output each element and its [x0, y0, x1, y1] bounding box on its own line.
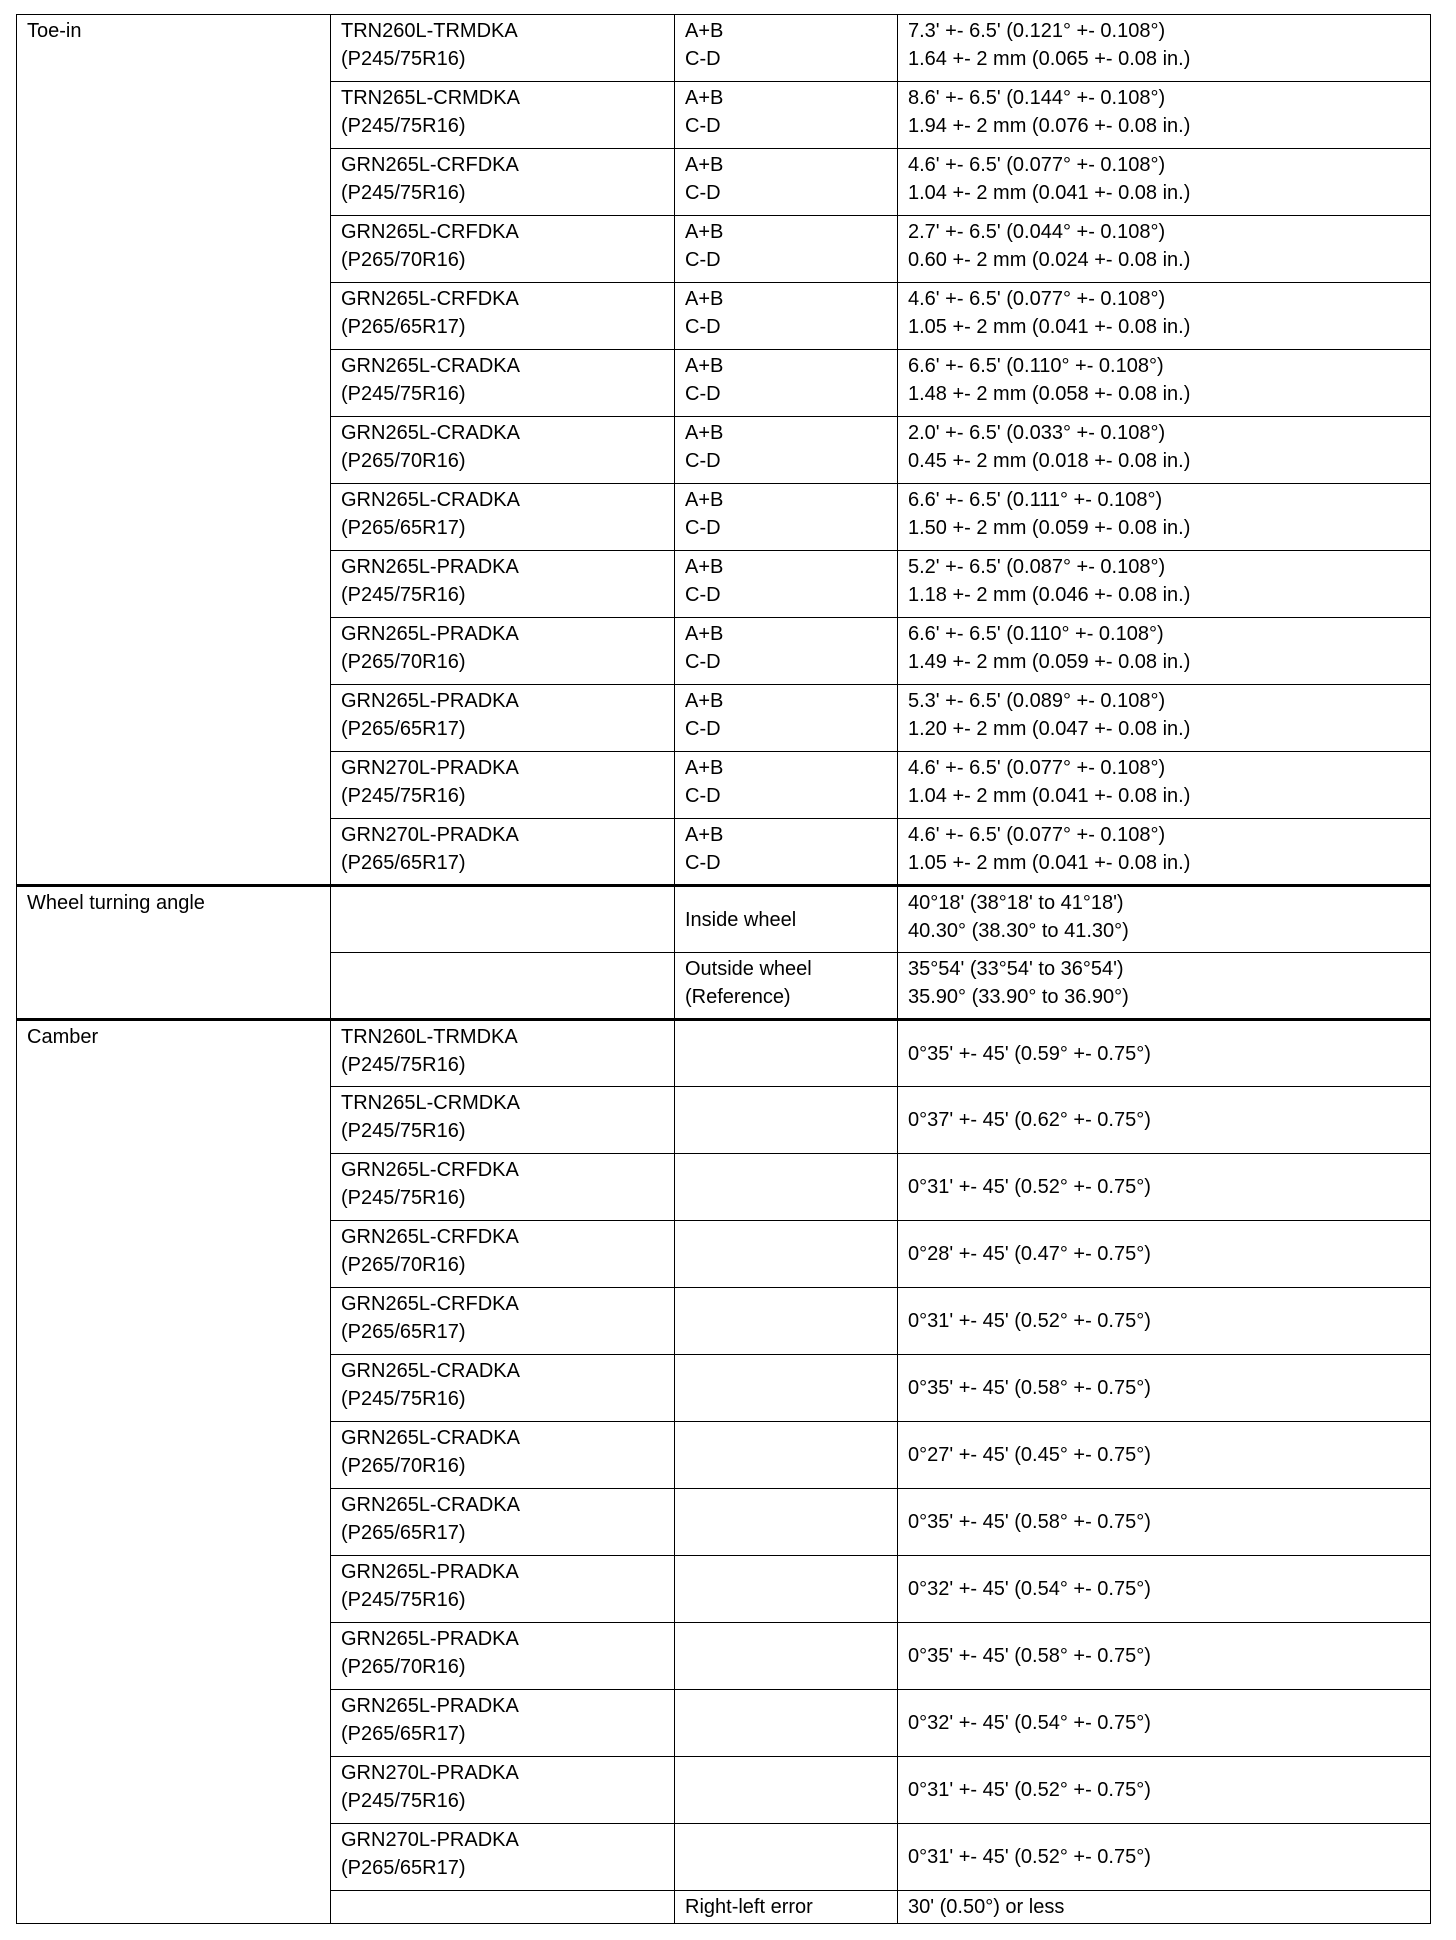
model-cell-line: TRN260L-TRMDKA	[341, 1026, 518, 1048]
spec-cell	[898, 1489, 1431, 1556]
model-cell-line: (P265/65R17)	[341, 1321, 466, 1343]
model-cell	[331, 15, 675, 82]
model-cell-line: GRN265L-CRADKA	[341, 1360, 520, 1382]
spec-cell-line: 1.50 +- 2 mm (0.059 +- 0.08 in.)	[908, 517, 1191, 539]
model-cell	[331, 350, 675, 417]
model-cell-line: GRN265L-CRADKA	[341, 1494, 520, 1516]
spec-cell-line: 0°35' +- 45' (0.58° +- 0.75°)	[908, 1377, 1151, 1399]
spec-cell-line: 0°27' +- 45' (0.45° +- 0.75°)	[908, 1444, 1151, 1466]
item-cell	[675, 1556, 898, 1623]
spec-cell	[898, 1623, 1431, 1690]
item-cell	[675, 1020, 898, 1087]
model-cell	[331, 1288, 675, 1355]
model-cell-line: (P245/75R16)	[341, 1054, 466, 1076]
model-cell	[331, 1087, 675, 1154]
model-cell-line: (P265/65R17)	[341, 316, 466, 338]
spec-cell	[898, 752, 1431, 819]
spec-cell-line: 0.60 +- 2 mm (0.024 +- 0.08 in.)	[908, 249, 1191, 271]
model-cell-line: GRN265L-CRFDKA	[341, 1226, 519, 1248]
spec-row	[17, 886, 1431, 953]
alignment-spec-table	[16, 14, 1431, 1924]
item-cell-line: C-D	[685, 48, 721, 70]
item-cell-line: Inside wheel	[685, 908, 797, 931]
item-cell-line: A+B	[685, 154, 724, 176]
item-cell-line: A+B	[685, 757, 724, 779]
spec-cell-line: 7.3' +- 6.5' (0.121° +- 0.108°)	[908, 20, 1166, 42]
spec-cell-line: 6.6' +- 6.5' (0.110° +- 0.108°)	[908, 623, 1164, 645]
item-cell	[675, 15, 898, 82]
spec-cell	[898, 1422, 1431, 1489]
spec-row	[17, 1020, 1431, 1087]
model-cell-line: (P245/75R16)	[341, 48, 466, 70]
spec-cell	[898, 484, 1431, 551]
item-cell	[675, 1355, 898, 1422]
section-label: Camber	[27, 1026, 99, 1048]
spec-cell	[898, 1154, 1431, 1221]
spec-cell-line: 35°54' (33°54' to 36°54')	[908, 958, 1124, 980]
model-cell	[331, 886, 675, 953]
model-cell-line: GRN265L-CRFDKA	[341, 221, 519, 243]
model-cell-line: GRN265L-PRADKA	[341, 623, 519, 645]
item-cell	[675, 1757, 898, 1824]
spec-cell-line: 2.7' +- 6.5' (0.044° +- 0.108°)	[908, 221, 1166, 243]
spec-cell	[898, 1690, 1431, 1757]
item-cell-line: (Reference)	[685, 986, 791, 1008]
model-cell-line: GRN265L-PRADKA	[341, 1628, 519, 1650]
item-cell	[675, 618, 898, 685]
spec-cell-line: 2.0' +- 6.5' (0.033° +- 0.108°)	[908, 422, 1166, 444]
item-cell	[675, 685, 898, 752]
spec-cell-line: 0°31' +- 45' (0.52° +- 0.75°)	[908, 1176, 1151, 1198]
model-cell-line: (P265/65R17)	[341, 852, 466, 874]
item-cell	[675, 886, 898, 953]
item-cell	[675, 819, 898, 886]
item-cell-line: C-D	[685, 115, 721, 137]
model-cell-line: TRN260L-TRMDKA	[341, 20, 518, 42]
spec-cell-line: 0°31' +- 45' (0.52° +- 0.75°)	[908, 1846, 1151, 1868]
item-cell	[675, 1087, 898, 1154]
model-cell	[331, 819, 675, 886]
item-cell	[675, 1489, 898, 1556]
model-cell-line: (P265/70R16)	[341, 450, 466, 472]
model-cell	[331, 1020, 675, 1087]
item-cell-line: C-D	[685, 584, 721, 606]
model-cell	[331, 417, 675, 484]
model-cell-line: (P245/75R16)	[341, 1388, 466, 1410]
spec-cell-line: 35.90° (33.90° to 36.90°)	[908, 986, 1129, 1008]
model-cell-line: (P265/70R16)	[341, 1455, 466, 1477]
item-cell	[675, 1288, 898, 1355]
item-cell-line: C-D	[685, 718, 721, 740]
spec-cell	[898, 886, 1431, 953]
item-cell-line: Right-left error	[685, 1896, 813, 1918]
spec-cell-line: 1.49 +- 2 mm (0.059 +- 0.08 in.)	[908, 651, 1191, 673]
model-cell	[331, 752, 675, 819]
spec-cell-line: 1.94 +- 2 mm (0.076 +- 0.08 in.)	[908, 115, 1191, 137]
spec-cell	[898, 350, 1431, 417]
model-cell-line: (P245/75R16)	[341, 584, 466, 606]
spec-cell-line: 0°35' +- 45' (0.59° +- 0.75°)	[908, 1042, 1151, 1065]
item-cell-line: A+B	[685, 489, 724, 511]
spec-cell-line: 4.6' +- 6.5' (0.077° +- 0.108°)	[908, 154, 1166, 176]
item-cell-line: C-D	[685, 383, 721, 405]
model-cell-line: GRN270L-PRADKA	[341, 824, 519, 846]
item-cell	[675, 953, 898, 1020]
spec-cell-line: 1.05 +- 2 mm (0.041 +- 0.08 in.)	[908, 316, 1191, 338]
spec-cell-line: 1.04 +- 2 mm (0.041 +- 0.08 in.)	[908, 182, 1191, 204]
item-cell	[675, 216, 898, 283]
model-cell-line: GRN265L-CRFDKA	[341, 288, 519, 310]
spec-row	[17, 15, 1431, 82]
item-cell	[675, 417, 898, 484]
spec-cell	[898, 283, 1431, 350]
item-cell	[675, 1824, 898, 1891]
spec-cell	[898, 216, 1431, 283]
model-cell-line: GRN265L-PRADKA	[341, 1695, 519, 1717]
model-cell	[331, 1154, 675, 1221]
section-label-cell	[17, 1020, 331, 1924]
section-label: Wheel turning angle	[27, 892, 205, 914]
model-cell-line: (P265/70R16)	[341, 1656, 466, 1678]
spec-cell	[898, 1288, 1431, 1355]
spec-cell-line: 0°35' +- 45' (0.58° +- 0.75°)	[908, 1645, 1151, 1667]
item-cell	[675, 149, 898, 216]
spec-cell-line: 1.48 +- 2 mm (0.058 +- 0.08 in.)	[908, 383, 1191, 405]
item-cell	[675, 350, 898, 417]
model-cell	[331, 1556, 675, 1623]
section-label-cell	[17, 15, 331, 886]
spec-cell	[898, 618, 1431, 685]
spec-cell-line: 5.3' +- 6.5' (0.089° +- 0.108°)	[908, 690, 1166, 712]
model-cell	[331, 1355, 675, 1422]
model-cell	[331, 149, 675, 216]
spec-cell-line: 6.6' +- 6.5' (0.110° +- 0.108°)	[908, 355, 1164, 377]
model-cell-line: (P265/65R17)	[341, 1723, 466, 1745]
model-cell	[331, 1221, 675, 1288]
model-cell-line: (P265/65R17)	[341, 1857, 466, 1879]
item-cell	[675, 1221, 898, 1288]
model-cell	[331, 1623, 675, 1690]
model-cell-line: GRN265L-CRADKA	[341, 422, 520, 444]
spec-cell	[898, 1556, 1431, 1623]
section-label: Toe-in	[27, 20, 82, 42]
spec-cell-line: 1.05 +- 2 mm (0.041 +- 0.08 in.)	[908, 852, 1191, 874]
item-cell-line: Outside wheel	[685, 958, 812, 980]
model-cell-line: GRN265L-CRFDKA	[341, 154, 519, 176]
model-cell-line: (P265/65R17)	[341, 1522, 466, 1544]
item-cell	[675, 1154, 898, 1221]
item-cell-line: A+B	[685, 824, 724, 846]
item-cell-line: A+B	[685, 556, 724, 578]
model-cell-line: (P265/70R16)	[341, 249, 466, 271]
section-label-cell	[17, 886, 331, 1020]
spec-cell-line: 4.6' +- 6.5' (0.077° +- 0.108°)	[908, 824, 1166, 846]
model-cell-line: (P245/75R16)	[341, 1187, 466, 1209]
model-cell	[331, 551, 675, 618]
spec-cell	[898, 1891, 1431, 1924]
item-cell-line: C-D	[685, 852, 721, 874]
item-cell	[675, 1623, 898, 1690]
item-cell-line: A+B	[685, 690, 724, 712]
spec-cell	[898, 1824, 1431, 1891]
spec-cell-line: 5.2' +- 6.5' (0.087° +- 0.108°)	[908, 556, 1166, 578]
spec-cell	[898, 1221, 1431, 1288]
item-cell-line: A+B	[685, 422, 724, 444]
spec-cell	[898, 15, 1431, 82]
item-cell-line: C-D	[685, 651, 721, 673]
spec-table-body	[17, 15, 1431, 1924]
spec-cell	[898, 685, 1431, 752]
model-cell-line: (P245/75R16)	[341, 1790, 466, 1812]
model-cell-line: (P265/70R16)	[341, 651, 466, 673]
spec-cell-line: 8.6' +- 6.5' (0.144° +- 0.108°)	[908, 87, 1166, 109]
item-cell-line: C-D	[685, 249, 721, 271]
model-cell	[331, 1891, 675, 1924]
model-cell-line: (P245/75R16)	[341, 383, 466, 405]
model-cell-line: GRN265L-CRADKA	[341, 489, 520, 511]
spec-cell-line: 6.6' +- 6.5' (0.111° +- 0.108°)	[908, 489, 1163, 511]
spec-cell-line: 1.04 +- 2 mm (0.041 +- 0.08 in.)	[908, 785, 1191, 807]
item-cell	[675, 752, 898, 819]
item-cell	[675, 283, 898, 350]
spec-cell	[898, 417, 1431, 484]
model-cell-line: (P245/75R16)	[341, 1589, 466, 1611]
spec-cell-line: 1.20 +- 2 mm (0.047 +- 0.08 in.)	[908, 718, 1191, 740]
model-cell	[331, 1824, 675, 1891]
item-cell	[675, 484, 898, 551]
model-cell	[331, 1690, 675, 1757]
model-cell-line: (P265/70R16)	[341, 1254, 466, 1276]
model-cell-line: (P265/65R17)	[341, 718, 466, 740]
item-cell-line: C-D	[685, 517, 721, 539]
item-cell	[675, 1891, 898, 1924]
item-cell-line: A+B	[685, 288, 724, 310]
model-cell	[331, 953, 675, 1020]
model-cell-line: GRN265L-PRADKA	[341, 690, 519, 712]
spec-cell-line: 0°37' +- 45' (0.62° +- 0.75°)	[908, 1109, 1151, 1131]
item-cell	[675, 1690, 898, 1757]
item-cell	[675, 551, 898, 618]
model-cell	[331, 1489, 675, 1556]
spec-cell	[898, 82, 1431, 149]
spec-cell-line: 0°28' +- 45' (0.47° +- 0.75°)	[908, 1243, 1151, 1265]
spec-cell-line: 1.64 +- 2 mm (0.065 +- 0.08 in.)	[908, 48, 1191, 70]
model-cell-line: GRN265L-CRADKA	[341, 355, 520, 377]
model-cell-line: GRN265L-CRFDKA	[341, 1159, 519, 1181]
model-cell-line: GRN270L-PRADKA	[341, 1762, 519, 1784]
spec-cell-line: 4.6' +- 6.5' (0.077° +- 0.108°)	[908, 288, 1166, 310]
model-cell	[331, 82, 675, 149]
model-cell-line: GRN265L-PRADKA	[341, 556, 519, 578]
spec-cell-line: 4.6' +- 6.5' (0.077° +- 0.108°)	[908, 757, 1166, 779]
spec-cell	[898, 819, 1431, 886]
model-cell	[331, 1422, 675, 1489]
model-cell	[331, 618, 675, 685]
spec-cell	[898, 149, 1431, 216]
spec-cell	[898, 1757, 1431, 1824]
spec-cell-line: 0.45 +- 2 mm (0.018 +- 0.08 in.)	[908, 450, 1191, 472]
item-cell-line: A+B	[685, 623, 724, 645]
spec-cell-line: 0°35' +- 45' (0.58° +- 0.75°)	[908, 1511, 1151, 1533]
spec-cell	[898, 551, 1431, 618]
model-cell	[331, 685, 675, 752]
spec-cell	[898, 953, 1431, 1020]
item-cell-line: C-D	[685, 182, 721, 204]
spec-cell-line: 30' (0.50°) or less	[908, 1896, 1065, 1918]
item-cell-line: C-D	[685, 316, 721, 338]
item-cell-line: C-D	[685, 450, 721, 472]
model-cell-line: TRN265L-CRMDKA	[341, 87, 520, 109]
model-cell-line: GRN270L-PRADKA	[341, 1829, 519, 1851]
item-cell-line: A+B	[685, 20, 724, 42]
spec-cell-line: 40°18' (38°18' to 41°18')	[908, 892, 1124, 914]
model-cell-line: (P265/65R17)	[341, 517, 466, 539]
item-cell-line: A+B	[685, 355, 724, 377]
model-cell-line: (P245/75R16)	[341, 785, 466, 807]
model-cell	[331, 216, 675, 283]
item-cell-line: A+B	[685, 221, 724, 243]
model-cell	[331, 1757, 675, 1824]
model-cell	[331, 484, 675, 551]
spec-cell-line: 0°32' +- 45' (0.54° +- 0.75°)	[908, 1578, 1151, 1600]
spec-cell-line: 0°31' +- 45' (0.52° +- 0.75°)	[908, 1310, 1151, 1332]
item-cell-line: A+B	[685, 87, 724, 109]
spec-cell	[898, 1020, 1431, 1087]
item-cell	[675, 82, 898, 149]
spec-cell-line: 40.30° (38.30° to 41.30°)	[908, 920, 1129, 942]
spec-cell	[898, 1087, 1431, 1154]
model-cell-line: GRN265L-CRADKA	[341, 1427, 520, 1449]
spec-cell-line: 1.18 +- 2 mm (0.046 +- 0.08 in.)	[908, 584, 1191, 606]
model-cell-line: (P245/75R16)	[341, 1120, 466, 1142]
model-cell-line: (P245/75R16)	[341, 115, 466, 137]
model-cell-line: TRN265L-CRMDKA	[341, 1092, 520, 1114]
model-cell-line: GRN270L-PRADKA	[341, 757, 519, 779]
model-cell-line: GRN265L-PRADKA	[341, 1561, 519, 1583]
spec-cell	[898, 1355, 1431, 1422]
model-cell-line: GRN265L-CRFDKA	[341, 1293, 519, 1315]
model-cell-line: (P245/75R16)	[341, 182, 466, 204]
model-cell	[331, 283, 675, 350]
spec-cell-line: 0°31' +- 45' (0.52° +- 0.75°)	[908, 1779, 1151, 1801]
item-cell	[675, 1422, 898, 1489]
item-cell-line: C-D	[685, 785, 721, 807]
spec-cell-line: 0°32' +- 45' (0.54° +- 0.75°)	[908, 1712, 1151, 1734]
